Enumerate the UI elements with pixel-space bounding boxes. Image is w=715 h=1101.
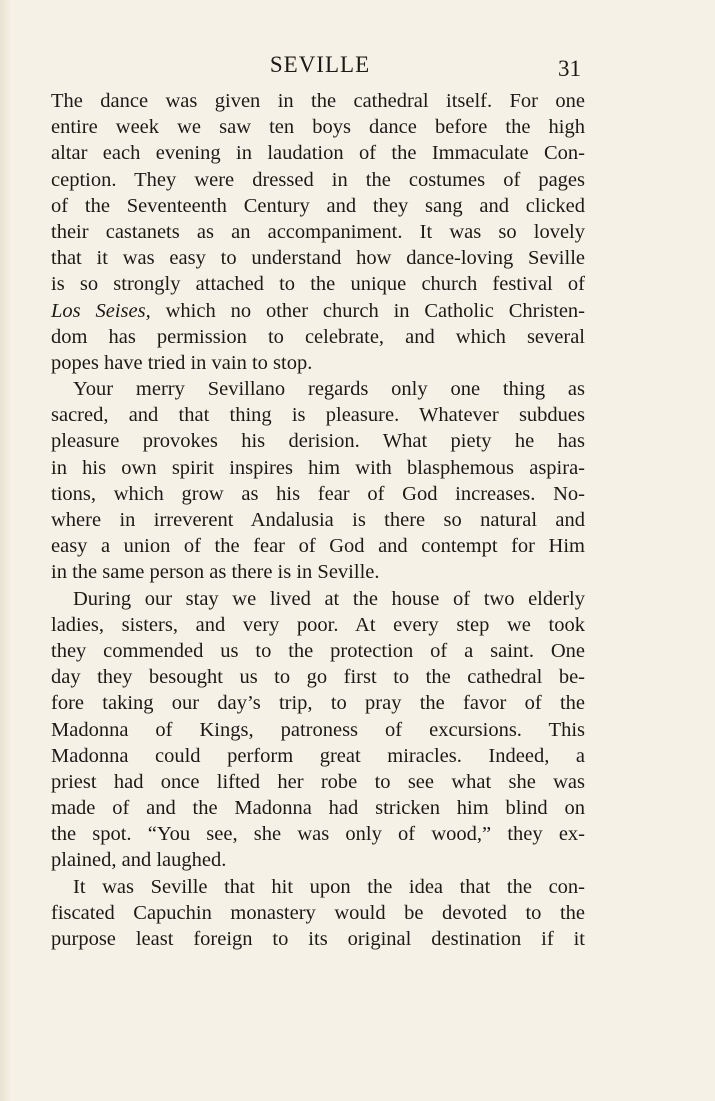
text-line-with-italic (51, 298, 585, 324)
text-line-remainder: which no other church in Catholic Christen- (165, 299, 586, 322)
text-line: dom has permission to celebrate, and which several (51, 325, 585, 348)
text-line: Madonna could perform great miracles. Indeed, a (51, 744, 585, 767)
text-line: of the Seventeenth Century and they sang and clicked (51, 194, 585, 217)
text-line: ception. They were dressed in the costumes of pages (51, 168, 585, 191)
text-line: pleasure provokes his derision. What piety he has (51, 430, 585, 453)
text-line: made of and the Madonna had stricken him blind on (51, 797, 585, 820)
page-body (51, 88, 585, 952)
text-line: ladies, sisters, and very poor. At every step we took (51, 613, 585, 636)
running-head-title: SEVILLE (269, 52, 371, 77)
text-line: fiscated Capuchin monastery would be devoted to the (51, 901, 585, 924)
text-line: Your merry Sevillano regards only one thing as (73, 378, 585, 401)
text-line: altar each evening in laudation of the Immaculate Con- (51, 142, 585, 165)
text-line: easy a union of the fear of God and contempt for Him (51, 535, 585, 558)
page-number: 31 (558, 56, 581, 81)
text-line: fore taking our day’s trip, to pray the favor of the (51, 692, 585, 715)
text-line: where in irreverent Andalusia is there so natural and (51, 509, 585, 531)
text-line: Madonna of Kings, patroness of excursions. This (51, 718, 585, 741)
text-line: tions, which grow as his fear of God increases. No- (51, 482, 585, 505)
text-line: their castanets as an accompaniment. It was so lovely (51, 220, 585, 243)
text-line: plained, and laughed. (51, 849, 227, 872)
text-line: It was Seville that hit upon the idea that the con- (73, 875, 585, 898)
text-line: sacred, and that thing is pleasure. Whatever subdues (51, 404, 585, 427)
text-line: day they besought us to go first to the cathedral be- (51, 666, 585, 689)
text-line: During our stay we lived at the house of two elderly (73, 587, 585, 610)
text-line: is so strongly attached to the unique church festival of (51, 273, 585, 296)
text-line: entire week we saw ten boys dance before the high (51, 116, 585, 139)
text-line: in his own spirit inspires him with blasphemous aspira- (51, 456, 585, 479)
text-line: that it was easy to understand how dance-loving Seville (51, 247, 585, 270)
running-head (0, 52, 715, 82)
text-line: priest had once lifted her robe to see what she was (51, 770, 585, 793)
text-line: popes have tried in vain to stop. (51, 351, 313, 374)
text-line: The dance was given in the cathedral itself. For one (51, 90, 585, 112)
text-line: the spot. “You see, she was only of wood,” they ex- (51, 823, 585, 846)
text-line: purpose least foreign to its original destination if it (51, 928, 585, 950)
page-edge (0, 0, 12, 1101)
text-line: in the same person as there is in Seville. (51, 561, 380, 584)
text-line: they commended us to the protection of a saint. One (51, 639, 585, 662)
italic-title: Los Seises, (51, 299, 151, 322)
